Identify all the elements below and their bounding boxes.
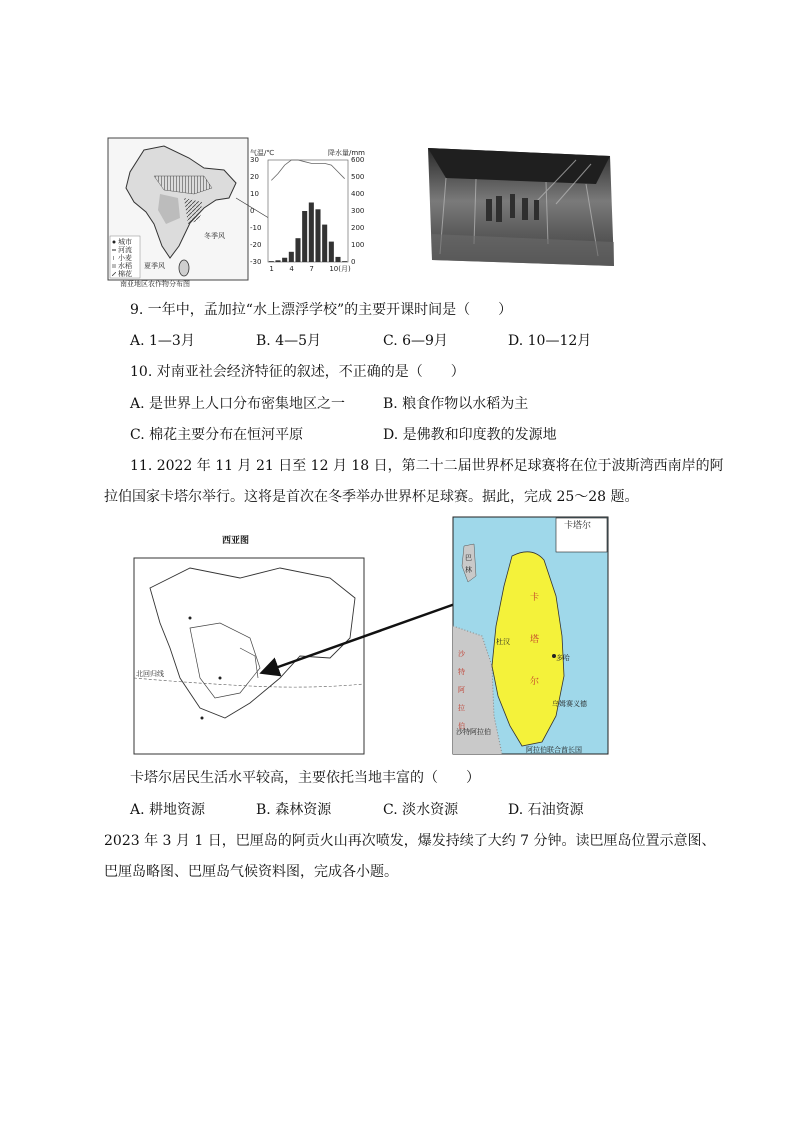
- map-legend: [110, 236, 140, 278]
- precip-tick-label: 100: [351, 241, 365, 249]
- precip-bar: [289, 252, 294, 262]
- legend-wheat: 小麦: [118, 254, 132, 262]
- q10-option-d[interactable]: D. 是佛教和印度教的发源地: [383, 427, 557, 443]
- precip-bar: [282, 258, 287, 262]
- q10-option-c[interactable]: C. 棉花主要分布在恒河平原: [130, 427, 304, 443]
- precip-tick-label: 0: [351, 258, 356, 266]
- saudi-char-2: 特: [458, 668, 465, 676]
- q9-stem: 9. 一年中，孟加拉“水上漂浮学校”的主要开课时间是（ ）: [130, 302, 513, 318]
- precip-tick-label: 400: [351, 190, 365, 198]
- climate-chart-svg: [248, 146, 378, 276]
- temp-tick-label: 10: [250, 190, 259, 198]
- temp-tick-label: 0: [250, 207, 255, 215]
- precip-bar: [275, 260, 280, 262]
- qatar-q-option-d[interactable]: D. 石油资源: [508, 802, 584, 818]
- precip-bar: [315, 209, 320, 262]
- precip-tick-label: 300: [351, 207, 365, 215]
- legend-city: 城市: [118, 238, 132, 246]
- precip-bar: [342, 261, 347, 262]
- temp-axis-label: 气温/℃: [250, 149, 275, 157]
- month-tick-label: 1: [269, 265, 274, 273]
- winter-monsoon-label: 冬季风: [204, 232, 225, 240]
- temp-tick-label: -30: [250, 258, 262, 266]
- q9-option-d[interactable]: D. 10—12月: [508, 333, 592, 349]
- precip-bar: [309, 203, 314, 263]
- qatar-q-option-c[interactable]: C. 淡水资源: [383, 802, 459, 818]
- month-tick-label: 7: [309, 265, 314, 273]
- legend-cotton: 棉花: [118, 270, 132, 278]
- temp-tick-label: 30: [250, 156, 259, 164]
- q9-option-a[interactable]: A. 1—3月: [130, 333, 195, 349]
- precip-bar: [295, 238, 300, 262]
- tropic-label: 北回归线: [136, 670, 164, 678]
- temp-tick-label: -10: [250, 224, 262, 232]
- saudi-char-1: 沙: [458, 650, 465, 658]
- q10-option-a[interactable]: A. 是世界上人口分布密集地区之一: [130, 396, 346, 412]
- precip-bar: [335, 257, 340, 262]
- precip-tick-label: 200: [351, 224, 365, 232]
- map-caption: 南亚地区农作物分布图: [120, 280, 190, 288]
- bali-intro-line1: 2023 年 3 月 1 日，巴厘岛的阿贡火山再次喷发，爆发持续了大约 7 分钟。读巴厘岛位置示意图、: [104, 833, 716, 849]
- qatar-map-title: 卡塔尔: [564, 521, 592, 531]
- precip-bar: [269, 261, 274, 262]
- qatar-char-1: 卡: [530, 593, 540, 603]
- qatar-q-option-a[interactable]: A. 耕地资源: [130, 802, 206, 818]
- legend-river: 河流: [118, 246, 132, 254]
- climate-chart: [248, 146, 378, 276]
- precip-tick-label: 500: [351, 173, 365, 181]
- dukhan-label: 杜汉: [496, 638, 510, 646]
- bottom-label-left: 沙特阿拉伯: [456, 728, 491, 736]
- precip-bar: [329, 242, 334, 262]
- qatar-q-stem: 卡塔尔居民生活水平较高，主要依托当地丰富的（ ）: [130, 770, 480, 786]
- pointer-arrow: [250, 600, 460, 690]
- q10-option-b[interactable]: B. 粮食作物以水稻为主: [383, 396, 529, 412]
- precip-bar: [322, 225, 327, 262]
- floating-school-photo: [426, 144, 616, 268]
- saudi-char-3: 阿: [458, 686, 465, 694]
- q10-stem: 10. 对南亚社会经济特征的叙述，不正确的是（ ）: [130, 364, 465, 380]
- precip-tick-label: 600: [351, 156, 365, 164]
- month-tick-label: 10(月): [329, 265, 351, 273]
- qatar-q-option-b[interactable]: B. 森林资源: [256, 802, 332, 818]
- q11-line1: 11. 2022 年 11 月 21 日至 12 月 18 日，第二十二届世界杯足球赛将在位于波斯湾西南岸的阿: [130, 458, 724, 474]
- qatar-char-2: 塔: [530, 635, 540, 645]
- qatar-map: [452, 516, 610, 756]
- q11-line2: 拉伯国家卡塔尔举行。这将是首次在冬季举办世界杯足球赛。据此，完成 25～28 题。: [104, 489, 639, 505]
- month-tick-label: 4: [289, 265, 294, 273]
- q9-option-b[interactable]: B. 4—5月: [256, 333, 322, 349]
- mesaieed-label: 乌姆赛义德: [552, 700, 587, 708]
- bahrain-char-1: 巴: [465, 554, 472, 562]
- west-asia-title: 西亚图: [222, 536, 250, 546]
- saudi-char-4: 拉: [458, 704, 465, 712]
- bahrain-char-2: 林: [465, 566, 472, 574]
- bottom-label-right: 阿拉伯联合酋长国: [526, 746, 582, 754]
- temp-tick-label: 20: [250, 173, 259, 181]
- temp-tick-label: -20: [250, 241, 262, 249]
- precip-axis-label: 降水量/mm: [328, 149, 365, 157]
- q9-option-c[interactable]: C. 6—9月: [383, 333, 448, 349]
- summer-monsoon-label: 夏季风: [144, 262, 165, 270]
- doha-label: 多哈: [556, 654, 570, 662]
- qatar-char-3: 尔: [530, 677, 540, 687]
- precip-bar: [302, 211, 307, 262]
- legend-rice: 水稻: [118, 262, 132, 270]
- saudi-char-5: 伯: [458, 722, 465, 730]
- bali-intro-line2: 巴厘岛略图、巴厘岛气候资料图，完成各小题。: [104, 864, 398, 880]
